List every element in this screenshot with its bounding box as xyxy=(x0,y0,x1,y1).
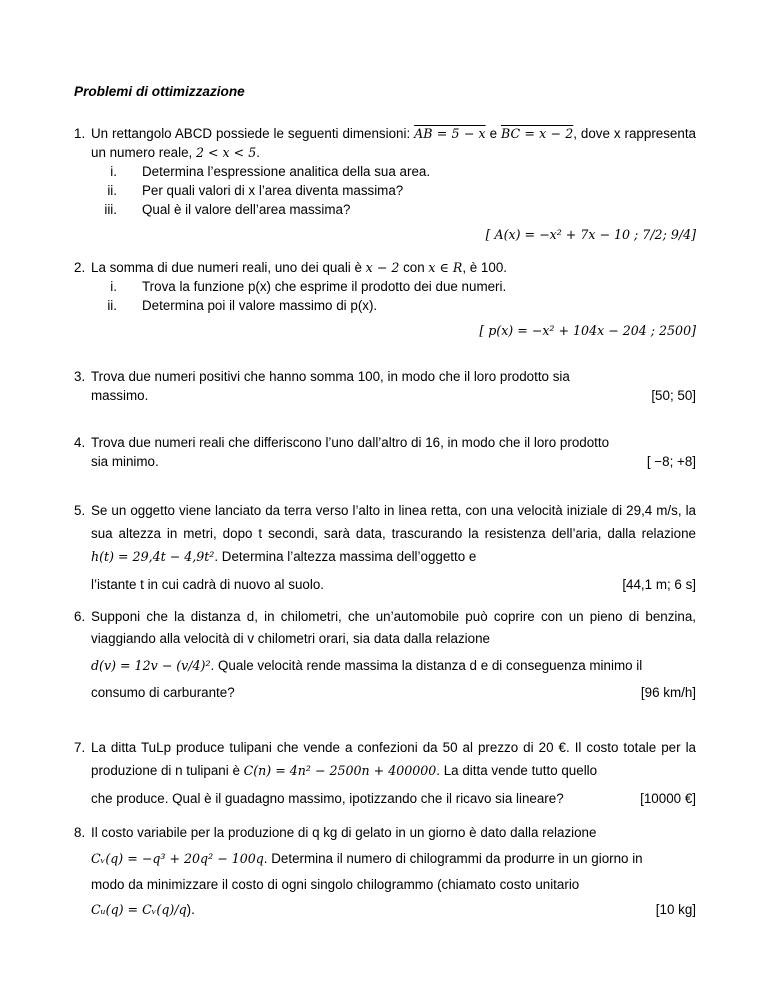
unit-cost-formula: Cᵤ(q) = Cᵥ(q)/q xyxy=(91,902,187,917)
answer: [96 km/h] xyxy=(640,685,696,700)
problem-text: Supponi che la distanza d, in chilometri, che un’automobile può coprire con un pieno di benzina, viaggiando alla velocità di v chilometri orari, sia data dalla relazione d(v) = 12v − (v/4)². Quale velocità rende massima la distanza d e di conseguenza minimo il consumo di carburante? [96 km/h] xyxy=(91,606,696,704)
sub-questions xyxy=(91,277,696,315)
sub-question: ii. Per quali valori di x l’area diventa massima? xyxy=(107,183,404,198)
problem-5 xyxy=(74,499,696,596)
segment-bc: BC = x − 2 xyxy=(500,126,574,141)
variable-cost-formula: Cᵥ(q) = −q³ + 20q² − 100q xyxy=(91,851,264,866)
problem-4 xyxy=(74,433,696,471)
problem-1 xyxy=(74,124,696,244)
distance-formula: d(v) = 12v − (v/4)² xyxy=(91,658,211,673)
sub-question: iii. Qual è il valore dell’area massima? xyxy=(104,202,351,217)
segment-ab: AB = 5 − x xyxy=(414,126,486,141)
problem-text: Trova due numeri positivi che hanno somma 100, in modo che il loro prodotto sia massimo. [50; 50] xyxy=(91,369,696,403)
problem-text: Un rettangolo ABCD possiede le seguenti dimensioni: AB = 5 − x e BC = x − 2, dove x rappresenta un numero reale, 2 < x < 5. xyxy=(91,126,696,160)
problem-number: 5. xyxy=(74,503,86,518)
problem-text: La ditta TuLp produce tulipani che vende a confezioni da 50 al prezzo di 20 €. Il costo totale per la produzione di n tulipani è C(n) = 4n² − 2500n + 400000. La ditta vende tutto quello che produce. Qual è il guadagno massimo, ipotizzando che il ricavo sia lineare? [10000 €] xyxy=(91,736,696,810)
problem-number: 1. xyxy=(74,126,86,141)
answer: [10 kg] xyxy=(655,902,696,917)
problem-number: 6. xyxy=(74,609,86,624)
sub-question: i. Determina l’espressione analitica della sua area. xyxy=(110,164,431,179)
answer: [ A(x) = −x² + 7x − 10 ; 7/2; 9/4] xyxy=(485,227,696,242)
problem-number: 2. xyxy=(74,260,86,275)
problem-2 xyxy=(74,258,696,340)
problem-number: 8. xyxy=(74,825,86,840)
problem-7 xyxy=(74,736,696,810)
problem-text: Se un oggetto viene lanciato da terra verso l’alto in linea retta, con una velocità iniziale di 29,4 m/s, la sua altezza in metri, dopo t secondi, sarà data, trascurando la resistenza dell’aria, dalla relazione h(t) = 29,4t − 4,9t². Determina l’altezza massima dell’oggetto e l’istante t in cui cadrà di nuovo al suolo. [44,1 m; 6 s] xyxy=(91,499,696,596)
answer: [10000 €] xyxy=(640,791,696,806)
answer: [ p(x) = −x² + 104x − 204 ; 2500] xyxy=(479,323,696,338)
cost-formula: C(n) = 4n² − 2500n + 400000 xyxy=(243,763,437,778)
problem-6 xyxy=(74,606,696,704)
problem-number: 4. xyxy=(74,435,86,450)
problem-number: 3. xyxy=(74,369,86,384)
answer: [44,1 m; 6 s] xyxy=(622,577,696,592)
height-formula: h(t) = 29,4t − 4,9t² xyxy=(91,549,215,564)
problem-text: Trova due numeri reali che differiscono l’uno dall’altro di 16, in modo che il loro prodotto sia minimo. [ −8; +8] xyxy=(91,435,696,469)
sub-question: ii. Determina poi il valore massimo di p(x). xyxy=(107,298,378,313)
problem-text: La somma di due numeri reali, uno dei quali è x − 2 con x ∈ R, è 100. xyxy=(91,260,507,275)
page-title: Problemi di ottimizzazione xyxy=(74,84,245,99)
problem-8 xyxy=(74,821,696,921)
sub-questions xyxy=(91,162,696,219)
range-inequality: 2 < x < 5 xyxy=(195,145,257,160)
answer: [ −8; +8] xyxy=(646,454,696,469)
problem-text: Il costo variabile per la produzione di q kg di gelato in un giorno è dato dalla relazione Cᵥ(q) = −q³ + 20q² − 100q. Determina il numero di chilogrammi da produrre in un giorno in modo da minimizzare il costo di ogni singolo chilogrammo (chiamato costo unitario Cᵤ(q) = Cᵥ(q)/q). [10 kg] xyxy=(91,821,696,921)
problem-number: 7. xyxy=(74,740,86,755)
answer: [50; 50] xyxy=(651,388,696,403)
sub-question: i. Trova la funzione p(x) che esprime il prodotto dei due numeri. xyxy=(110,279,507,294)
problem-3 xyxy=(74,367,696,405)
